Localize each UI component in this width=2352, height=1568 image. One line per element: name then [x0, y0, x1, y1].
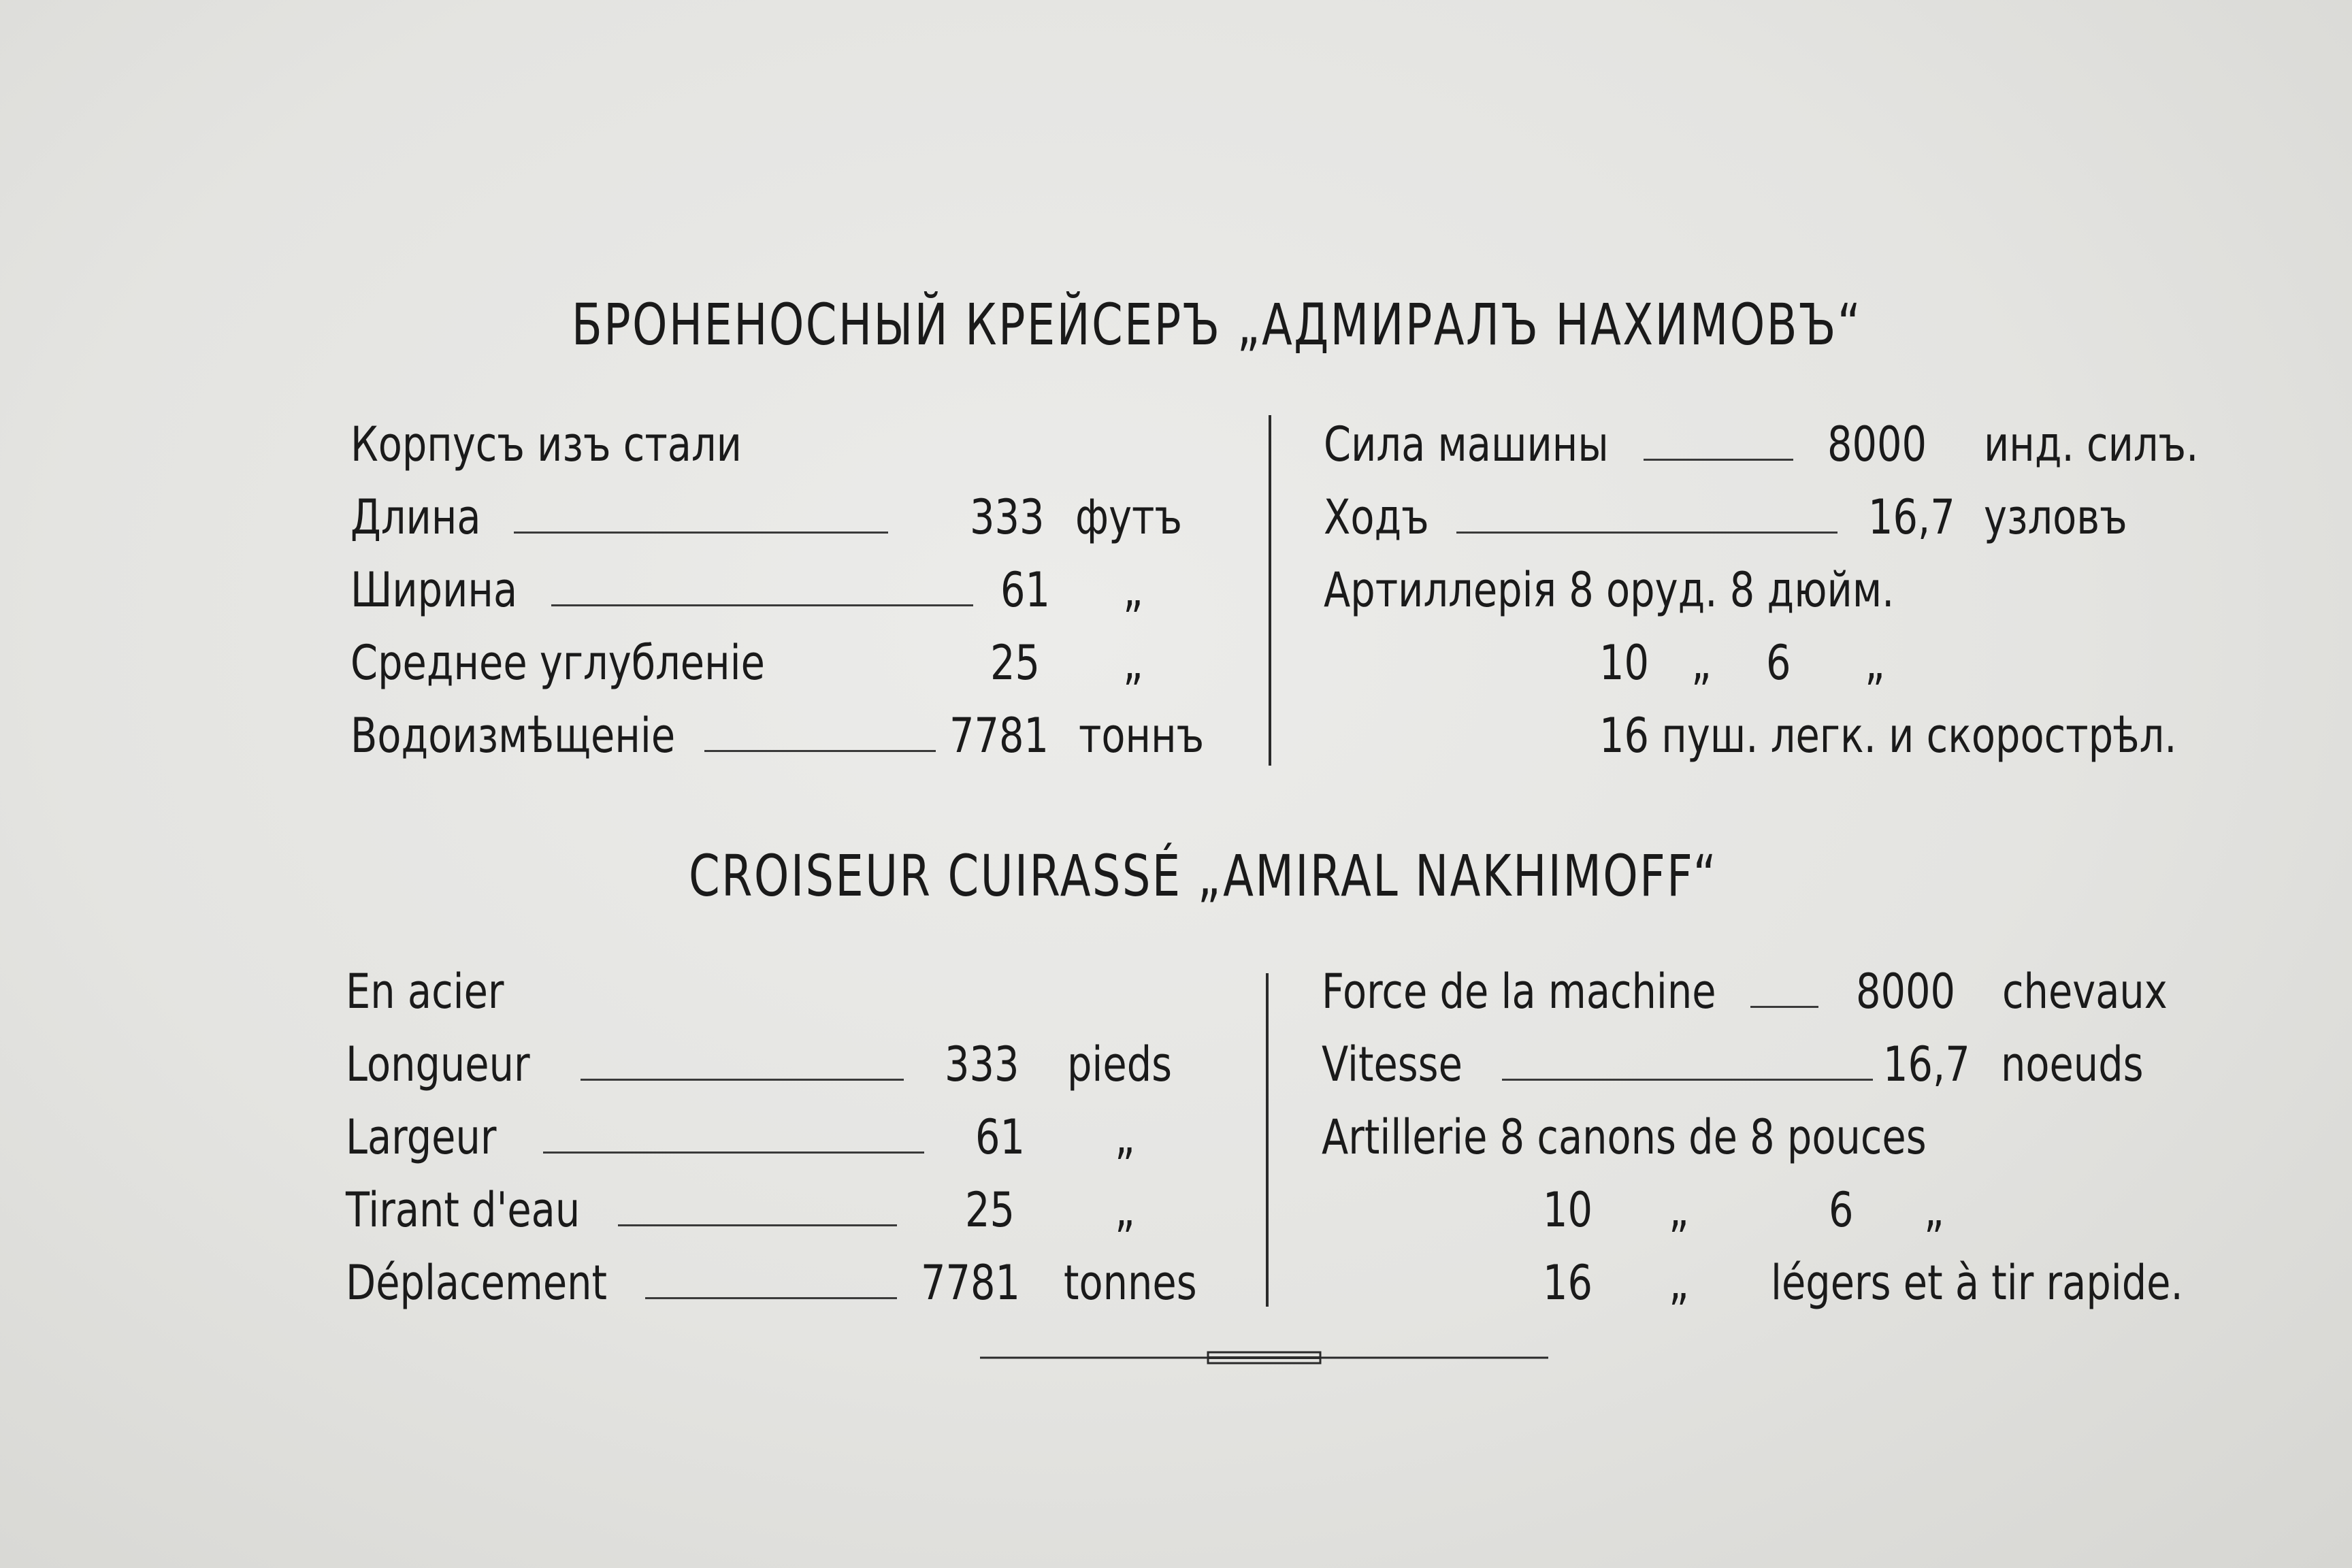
fr-draft-label: Tirant d'eau [346, 1182, 581, 1238]
french-column-divider [1266, 973, 1269, 1307]
leader-line [1644, 459, 1793, 461]
ru-displacement-value: 7781 [949, 708, 1049, 764]
fr-width-value: 61 [975, 1109, 1026, 1165]
fr-draft-value: 25 [965, 1182, 1015, 1238]
fr-artillery-6in-caliber: 6 [1829, 1182, 1854, 1238]
fr-power-unit: chevaux [2002, 964, 2168, 1019]
fr-left-row-length [346, 1034, 1230, 1095]
ru-power-label: Сила машины [1324, 416, 1609, 472]
ru-artillery-6in-caliber: 6 [1766, 635, 1791, 691]
fr-artillery-6in-count: 10 [1543, 1182, 1593, 1238]
ru-power-value: 8000 [1827, 416, 1927, 472]
ru-left-row-hull [350, 414, 1235, 475]
ru-speed-label: Ходъ [1324, 489, 1429, 545]
ru-width-value: 61 [1000, 562, 1051, 618]
fr-material-label: En acier [346, 964, 504, 1019]
fr-artillery-light-label: légers et à tir rapide. [1771, 1255, 2183, 1311]
ru-draft-unit: „ [1123, 635, 1143, 691]
fr-right-row-artillery [1322, 1107, 2308, 1168]
ru-length-value: 333 [970, 489, 1045, 545]
leader-line [1750, 1006, 1818, 1008]
fr-length-label: Longueur [346, 1036, 530, 1092]
ru-artillery-light-label: 16 пуш. легк. и скорострѣл. [1599, 708, 2177, 764]
fr-draft-unit: „ [1115, 1182, 1135, 1238]
ru-left-row-draft [350, 632, 1235, 693]
leader-line [551, 604, 973, 606]
leader-line [543, 1152, 924, 1154]
ru-artillery-6in-count: 10 [1599, 635, 1650, 691]
fr-length-unit: pieds [1067, 1036, 1173, 1092]
fr-power-value: 8000 [1856, 964, 1956, 1019]
ru-width-unit: „ [1123, 562, 1143, 618]
ru-length-unit: футъ [1075, 489, 1183, 545]
leader-line [618, 1224, 897, 1226]
ru-left-row-width [350, 559, 1235, 621]
french-title: CROISEUR CUIRASSÉ „AMIRAL NAKHIMOFF“ [688, 843, 1718, 909]
leader-line [1456, 532, 1838, 534]
fr-left-row-draft [346, 1179, 1230, 1241]
ru-speed-value: 16,7 [1868, 489, 1955, 545]
ru-right-row-artillery [1324, 559, 2276, 621]
fr-left-row-displacement [346, 1252, 1230, 1313]
leader-line [1502, 1079, 1873, 1081]
ru-ditto-mark: „ [1691, 635, 1712, 691]
ru-displacement-unit: тоннъ [1079, 708, 1205, 764]
leader-line [514, 532, 888, 534]
fr-displacement-label: Déplacement [346, 1255, 608, 1311]
ru-draft-value: 25 [990, 635, 1041, 691]
fr-artillery-label: Artillerie 8 canons de 8 pouces [1322, 1109, 1927, 1165]
fr-width-unit: „ [1115, 1109, 1135, 1165]
ru-power-unit: инд. силъ. [1984, 416, 2199, 472]
ru-artillery-label: Артиллерія 8 оруд. 8 дюйм. [1324, 562, 1895, 618]
leader-line [645, 1297, 897, 1299]
fr-length-value: 333 [945, 1036, 1019, 1092]
fr-power-label: Force de la machine [1322, 964, 1716, 1019]
ru-right-row-artillery-light [1324, 705, 2276, 766]
fr-ditto-mark: „ [1669, 1182, 1689, 1238]
russian-column-divider [1269, 415, 1271, 766]
fr-ditto-mark: „ [1924, 1182, 1944, 1238]
ru-hull-label: Корпусъ изъ стали [350, 416, 742, 472]
fr-left-row-width [346, 1107, 1230, 1168]
fr-width-label: Largeur [346, 1109, 497, 1165]
ru-displacement-label: Водоизмѣщеніе [350, 708, 676, 764]
ru-draft-label: Среднее углубленіе [350, 635, 765, 691]
fr-ditto-mark: „ [1669, 1255, 1689, 1311]
ru-speed-unit: узловъ [1984, 489, 2127, 545]
fr-speed-label: Vitesse [1322, 1036, 1463, 1092]
ornamental-rule [980, 1344, 1558, 1371]
ru-right-row-power [1324, 414, 2276, 475]
fr-right-row-artillery-light [1322, 1252, 2308, 1313]
ru-left-row-length [350, 487, 1235, 548]
leader-line [581, 1079, 904, 1081]
ru-width-label: Ширина [350, 562, 518, 618]
fr-displacement-value: 7781 [921, 1255, 1021, 1311]
fr-right-row-artillery-6in [1322, 1179, 2308, 1241]
fr-artillery-light-count: 16 [1543, 1255, 1593, 1311]
ru-left-row-displacement [350, 705, 1235, 766]
fr-speed-unit: noeuds [2001, 1036, 2144, 1092]
fr-speed-value: 16,7 [1883, 1036, 1970, 1092]
ru-right-row-speed [1324, 487, 2276, 548]
ru-length-label: Длина [350, 489, 481, 545]
ru-right-row-artillery-6in [1324, 632, 2276, 693]
fr-displacement-unit: tonnes [1064, 1255, 1197, 1311]
leader-line [704, 750, 936, 752]
fr-right-row-speed [1322, 1034, 2308, 1095]
fr-right-row-power [1322, 961, 2308, 1022]
ru-ditto-mark: „ [1865, 635, 1885, 691]
russian-title: БРОНЕНОСНЫЙ КРЕЙСЕРЪ „АДМИРАЛЪ НАХИМОВЪ“ [571, 291, 1863, 358]
fr-left-row-material [346, 961, 1230, 1022]
